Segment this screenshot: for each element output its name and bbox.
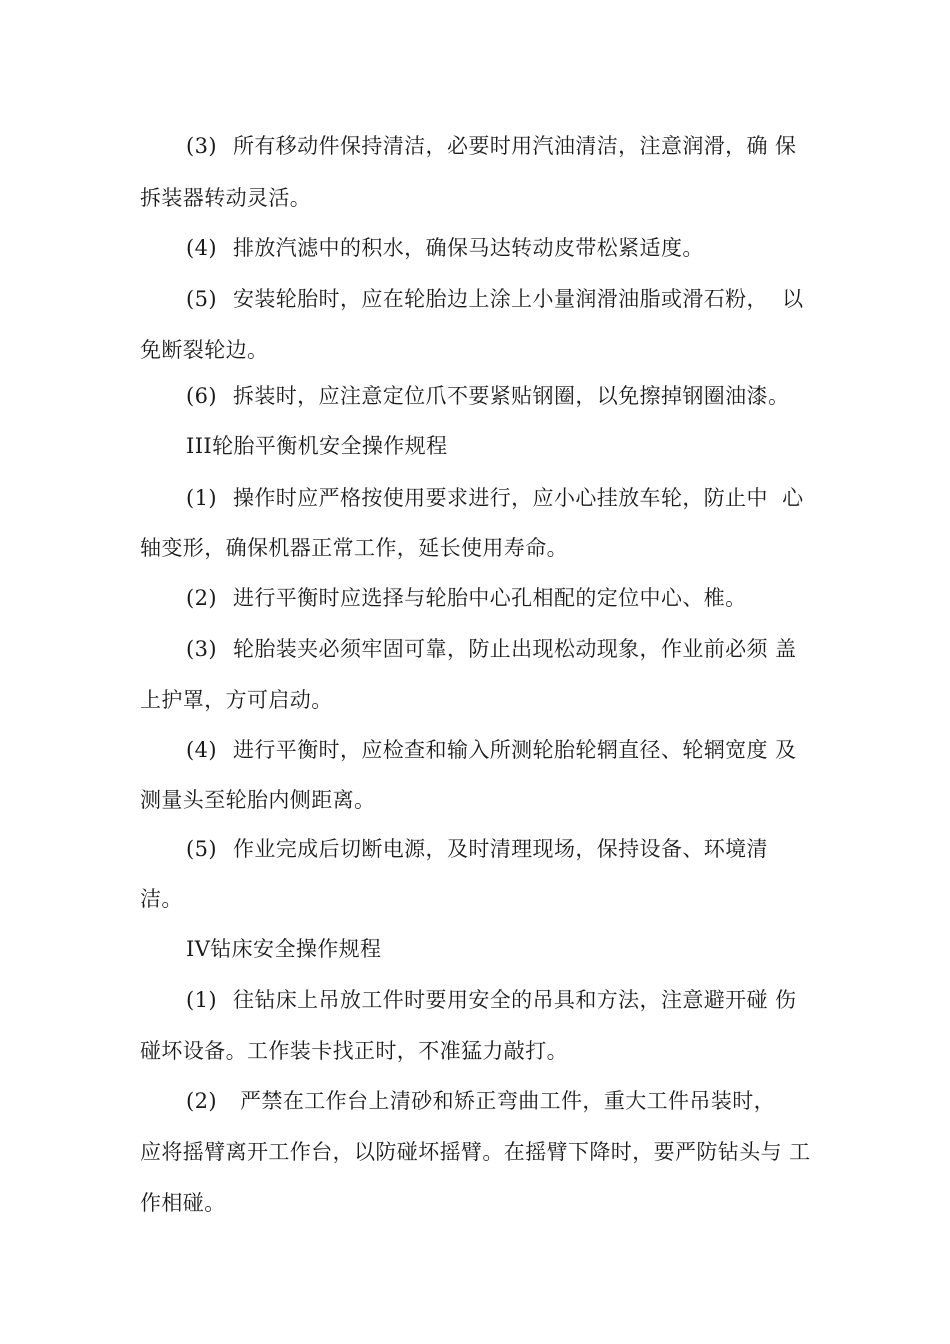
section-heading-iv xyxy=(186,936,381,962)
line-text: 免断裂轮边。 xyxy=(140,338,269,362)
line-text: 作业完成后切断电源，及时清理现场，保持设备、环境清 xyxy=(232,837,768,861)
heading-text: IV钻床安全操作规程 xyxy=(186,937,382,961)
continuation-line xyxy=(140,687,333,713)
item-number: (3) xyxy=(186,637,217,661)
list-item-1 xyxy=(186,485,804,511)
line-text: 进行平衡时，应检查和输入所测轮胎轮辋直径、轮辋宽度 及 xyxy=(232,738,797,762)
item-number: (4) xyxy=(186,738,217,762)
item-number: (2) xyxy=(186,1089,217,1113)
list-item-1 xyxy=(186,987,796,1013)
line-text: 作相碰。 xyxy=(140,1191,226,1215)
line-text: 碰坏设备。工作装卡找正时，不准猛力敲打。 xyxy=(140,1039,568,1063)
line-text: 拆装器转动灵活。 xyxy=(140,186,312,210)
list-item-3 xyxy=(186,133,796,159)
continuation-line xyxy=(140,535,568,561)
item-number: (1) xyxy=(186,988,217,1012)
line-text: 操作时应严格按使用要求进行，应小心挂放车轮，防止中 心 xyxy=(232,486,804,510)
line-text: 排放汽滤中的积水，确保马达转动皮带松紧适度。 xyxy=(232,236,704,260)
continuation-line xyxy=(140,1038,568,1064)
list-item-6 xyxy=(186,383,789,409)
line-text: 严禁在工作台上清砂和矫正弯曲工件，重大工件吊装时， xyxy=(232,1089,776,1113)
item-number: (5) xyxy=(186,837,217,861)
list-item-5 xyxy=(186,286,804,312)
item-number: (2) xyxy=(186,586,217,610)
continuation-line xyxy=(140,787,375,813)
line-text: 应将摇臂离开工作台，以防碰坏摇臂。在摇臂下降时，要严防钻头与 工 xyxy=(140,1140,811,1164)
section-heading-iii xyxy=(186,433,448,459)
line-text: 所有移动件保持清洁，必要时用汽油清洁，注意润滑，确 保 xyxy=(232,134,797,158)
list-item-3 xyxy=(186,636,796,662)
line-text: 洁。 xyxy=(140,887,183,911)
item-number: (4) xyxy=(186,236,217,260)
line-text: 轴变形，确保机器正常工作，延长使用寿命。 xyxy=(140,536,568,560)
list-item-4 xyxy=(186,235,704,261)
continuation-line xyxy=(140,1139,810,1165)
line-text: 测量头至轮胎内侧距离。 xyxy=(140,788,376,812)
line-text: 拆装时，应注意定位爪不要紧贴钢圈，以免擦掉钢圈油漆。 xyxy=(232,384,790,408)
list-item-2 xyxy=(186,1088,775,1114)
line-text: 往钻床上吊放工件时要用安全的吊具和方法，注意避开碰 伤 xyxy=(232,988,797,1012)
line-text: 安装轮胎时，应在轮胎边上涂上小量润滑油脂或滑石粉， 以 xyxy=(232,287,804,311)
item-number: (5) xyxy=(186,287,217,311)
list-item-4 xyxy=(186,737,796,763)
line-text: 上护罩，方可启动。 xyxy=(140,688,333,712)
item-number: (3) xyxy=(186,134,217,158)
line-text: 进行平衡时应选择与轮胎中心孔相配的定位中心、椎。 xyxy=(232,586,747,610)
continuation-line xyxy=(140,337,268,363)
continuation-line xyxy=(140,1190,226,1216)
list-item-2 xyxy=(186,585,747,611)
item-number: (1) xyxy=(186,486,217,510)
continuation-line xyxy=(140,886,183,912)
continuation-line xyxy=(140,185,311,211)
line-text: 轮胎装夹必须牢固可靠，防止出现松动现象，作业前必须 盖 xyxy=(232,637,797,661)
item-number: (6) xyxy=(186,384,217,408)
list-item-5 xyxy=(186,836,768,862)
heading-text: III轮胎平衡机安全操作规程 xyxy=(186,434,448,458)
